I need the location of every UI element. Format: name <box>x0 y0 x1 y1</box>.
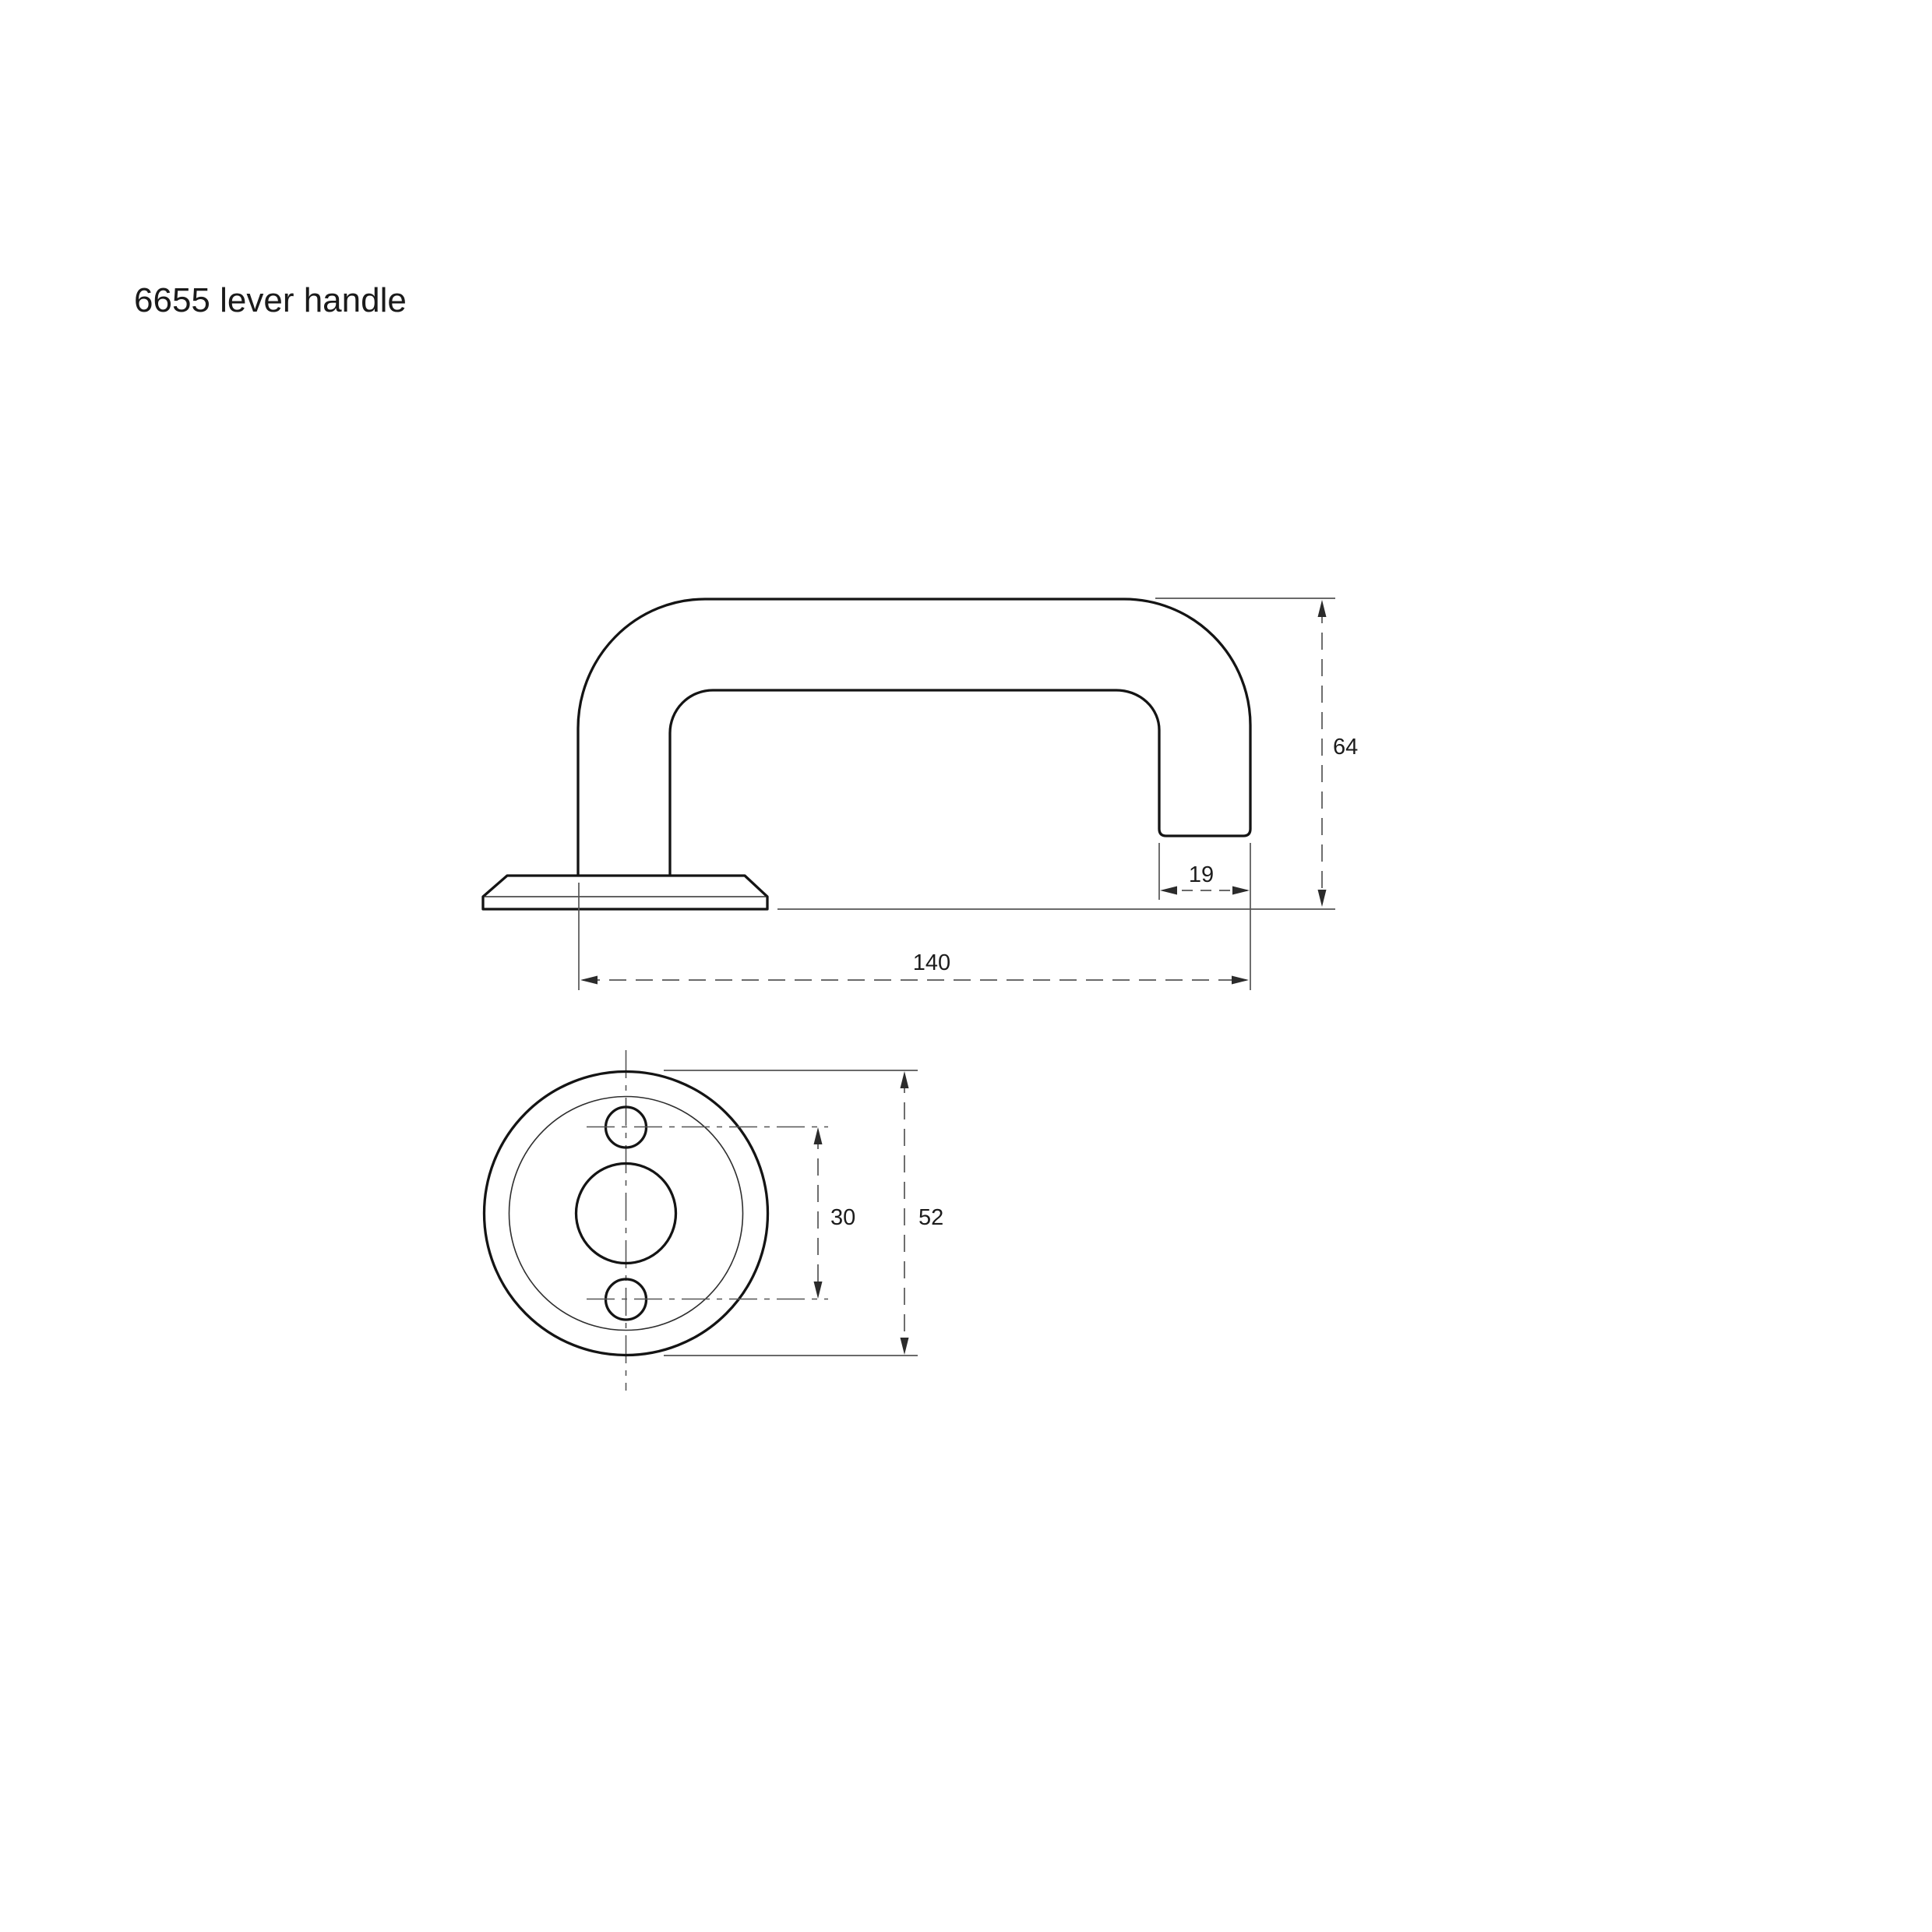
dim-30-arrow-down <box>814 1282 823 1299</box>
page-title: 6655 lever handle <box>134 281 407 319</box>
dim-64-arrow-up <box>1318 600 1327 617</box>
dim-30-label: 30 <box>830 1205 856 1230</box>
front-view <box>485 1050 944 1391</box>
side-view <box>483 598 1358 990</box>
dim-19-arrow-left <box>1160 887 1177 895</box>
dim-64-label: 64 <box>1333 735 1359 760</box>
rose-side-profile <box>483 876 767 909</box>
dim-64-arrow-down <box>1318 890 1327 907</box>
dim-140-label: 140 <box>912 950 951 975</box>
dimension-rose-diameter-52 <box>664 1070 943 1356</box>
dimension-height-64 <box>1318 600 1359 907</box>
dim-52-label: 52 <box>918 1205 944 1230</box>
handle-profile <box>578 599 1250 876</box>
dim-19-arrow-right <box>1232 887 1250 895</box>
dim-140-arrow-left <box>580 976 598 985</box>
dim-30-arrow-up <box>814 1127 823 1144</box>
dim-140-arrow-right <box>1232 976 1249 985</box>
dimension-length-140 <box>579 883 1249 990</box>
dimension-grip-end-19 <box>1159 843 1250 990</box>
dimension-hole-spacing-30 <box>814 1127 856 1299</box>
dim-52-arrow-down <box>901 1338 909 1355</box>
dim-52-arrow-up <box>901 1071 909 1088</box>
dim-19-label: 19 <box>1188 862 1215 887</box>
